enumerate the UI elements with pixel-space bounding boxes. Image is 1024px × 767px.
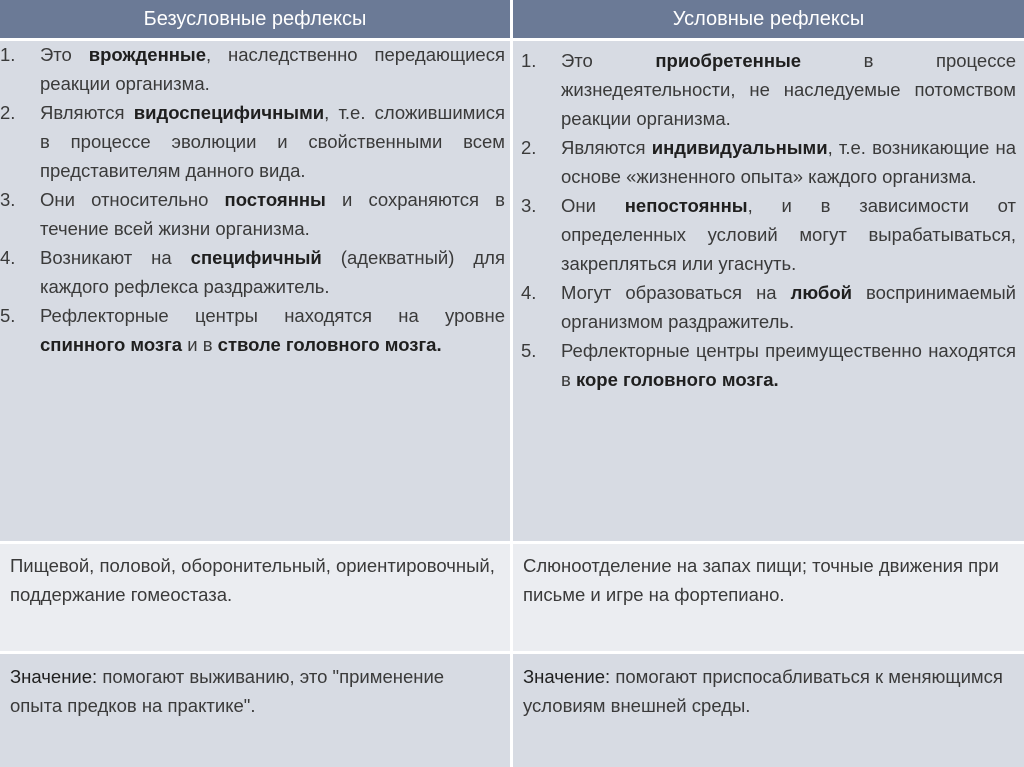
header-conditioned: Условные рефлексы <box>513 0 1024 38</box>
list-item <box>521 336 1016 394</box>
list-item-text <box>561 133 1016 191</box>
unconditioned-meaning-text <box>10 662 500 720</box>
text-fragment: и сохраняются в течение всей жизни организма. <box>40 189 505 239</box>
list-item <box>521 133 1016 191</box>
row-divider <box>0 38 1024 41</box>
meaning-label: Значение: <box>10 666 98 687</box>
text-fragment: (адекватный) для каждого рефлекса раздражитель. <box>40 247 505 297</box>
row-divider <box>0 651 1024 654</box>
text-fragment: Являются <box>561 137 652 158</box>
conditioned-properties-list <box>521 46 1016 394</box>
emphasized-term: непостоянны <box>624 195 748 216</box>
conditioned-properties-cell <box>513 38 1024 541</box>
list-item <box>521 278 1016 336</box>
list-item-text <box>40 243 505 301</box>
list-item-number: 3. <box>0 189 16 210</box>
conditioned-examples-cell <box>513 541 1024 651</box>
text-fragment: , наследственно передающиеся реакции организма. <box>40 44 505 94</box>
list-item <box>0 98 505 185</box>
emphasized-term: коре головного мозга. <box>575 369 779 390</box>
list-item-number: 2. <box>521 137 537 158</box>
emphasized-term: постоянны <box>224 189 326 210</box>
list-item-number: 5. <box>521 340 537 361</box>
row-divider <box>0 541 1024 544</box>
list-item-number: 2. <box>0 102 16 123</box>
emphasized-term: спинного мозга <box>40 334 183 355</box>
text-fragment: Рефлекторные центры преимущественно находятся в <box>561 340 1016 390</box>
text-fragment: , и в зависимости от определенных условий могут вырабатываться, закрепляться или угаснуть. <box>561 195 1016 274</box>
conditioned-meaning-cell <box>513 654 1024 767</box>
meaning-label: Значение: <box>523 666 611 687</box>
list-item <box>0 40 505 98</box>
list-item <box>521 46 1016 133</box>
emphasized-term: видоспецифичными <box>133 102 325 123</box>
list-item <box>0 301 505 359</box>
unconditioned-meaning-cell <box>0 654 510 767</box>
text-fragment: Они <box>561 195 625 216</box>
emphasized-term: приобретенные <box>655 50 802 71</box>
unconditioned-meaning-value: помогают выживанию, это "применение опыта предков на практике". <box>10 666 445 716</box>
list-item-number: 1. <box>0 44 16 65</box>
text-fragment: в процессе жизнедеятельности, не наследуемые потомством реакции организма. <box>561 50 1017 129</box>
list-item <box>0 185 505 243</box>
text-fragment: Они относительно <box>40 189 225 210</box>
list-item-number: 1. <box>521 50 537 71</box>
conditioned-meaning-text <box>523 662 1018 720</box>
list-item-number: 3. <box>521 195 537 216</box>
list-item-text <box>40 98 505 185</box>
text-fragment: Возникают на <box>40 247 191 268</box>
header-unconditioned: Безусловные рефлексы <box>0 0 510 38</box>
text-fragment: Это <box>561 50 656 71</box>
list-item-text <box>561 278 1016 336</box>
unconditioned-examples-text: Пищевой, половой, оборонительный, ориентировочный, поддержание гомеостаза. <box>10 555 495 605</box>
unconditioned-properties-cell <box>0 38 510 541</box>
text-fragment: Могут образоваться на <box>561 282 791 303</box>
list-item-number: 5. <box>0 305 16 326</box>
list-item-text <box>40 185 505 243</box>
list-item <box>521 191 1016 278</box>
emphasized-term: врожденные <box>88 44 207 65</box>
list-item-text <box>40 40 505 98</box>
text-fragment: , т.е. возникающие на основе «жизненного опыта» каждого организма. <box>561 137 1016 187</box>
emphasized-term: индивидуальными <box>651 137 828 158</box>
emphasized-term: стволе головного мозга. <box>217 334 442 355</box>
list-item-text <box>561 191 1016 278</box>
emphasized-term: специфичный <box>190 247 322 268</box>
text-fragment: Являются <box>40 102 134 123</box>
list-item-text <box>561 46 1016 133</box>
list-item-number: 4. <box>0 247 16 268</box>
text-fragment: Рефлекторные центры находятся на уровне <box>40 305 505 326</box>
conditioned-meaning-value: помогают приспосабливаться к меняющимся условиям внешней среды. <box>523 666 1003 716</box>
text-fragment: и в <box>182 334 218 355</box>
unconditioned-properties-list <box>0 40 505 359</box>
list-item-text <box>40 301 505 359</box>
text-fragment: Это <box>40 44 89 65</box>
list-item-text <box>561 336 1016 394</box>
unconditioned-examples-cell <box>0 541 510 651</box>
emphasized-term: любой <box>790 282 852 303</box>
list-item-number: 4. <box>521 282 537 303</box>
list-item <box>0 243 505 301</box>
text-fragment: , т.е. сложившимися в процессе эволюции и свойственными всем представителям данного вида. <box>40 102 506 181</box>
text-fragment: воспринимаемый организмом раздражитель. <box>561 282 1016 332</box>
conditioned-examples-text: Слюноотделение на запах пищи; точные движения при письме и игре на фортепиано. <box>523 555 999 605</box>
